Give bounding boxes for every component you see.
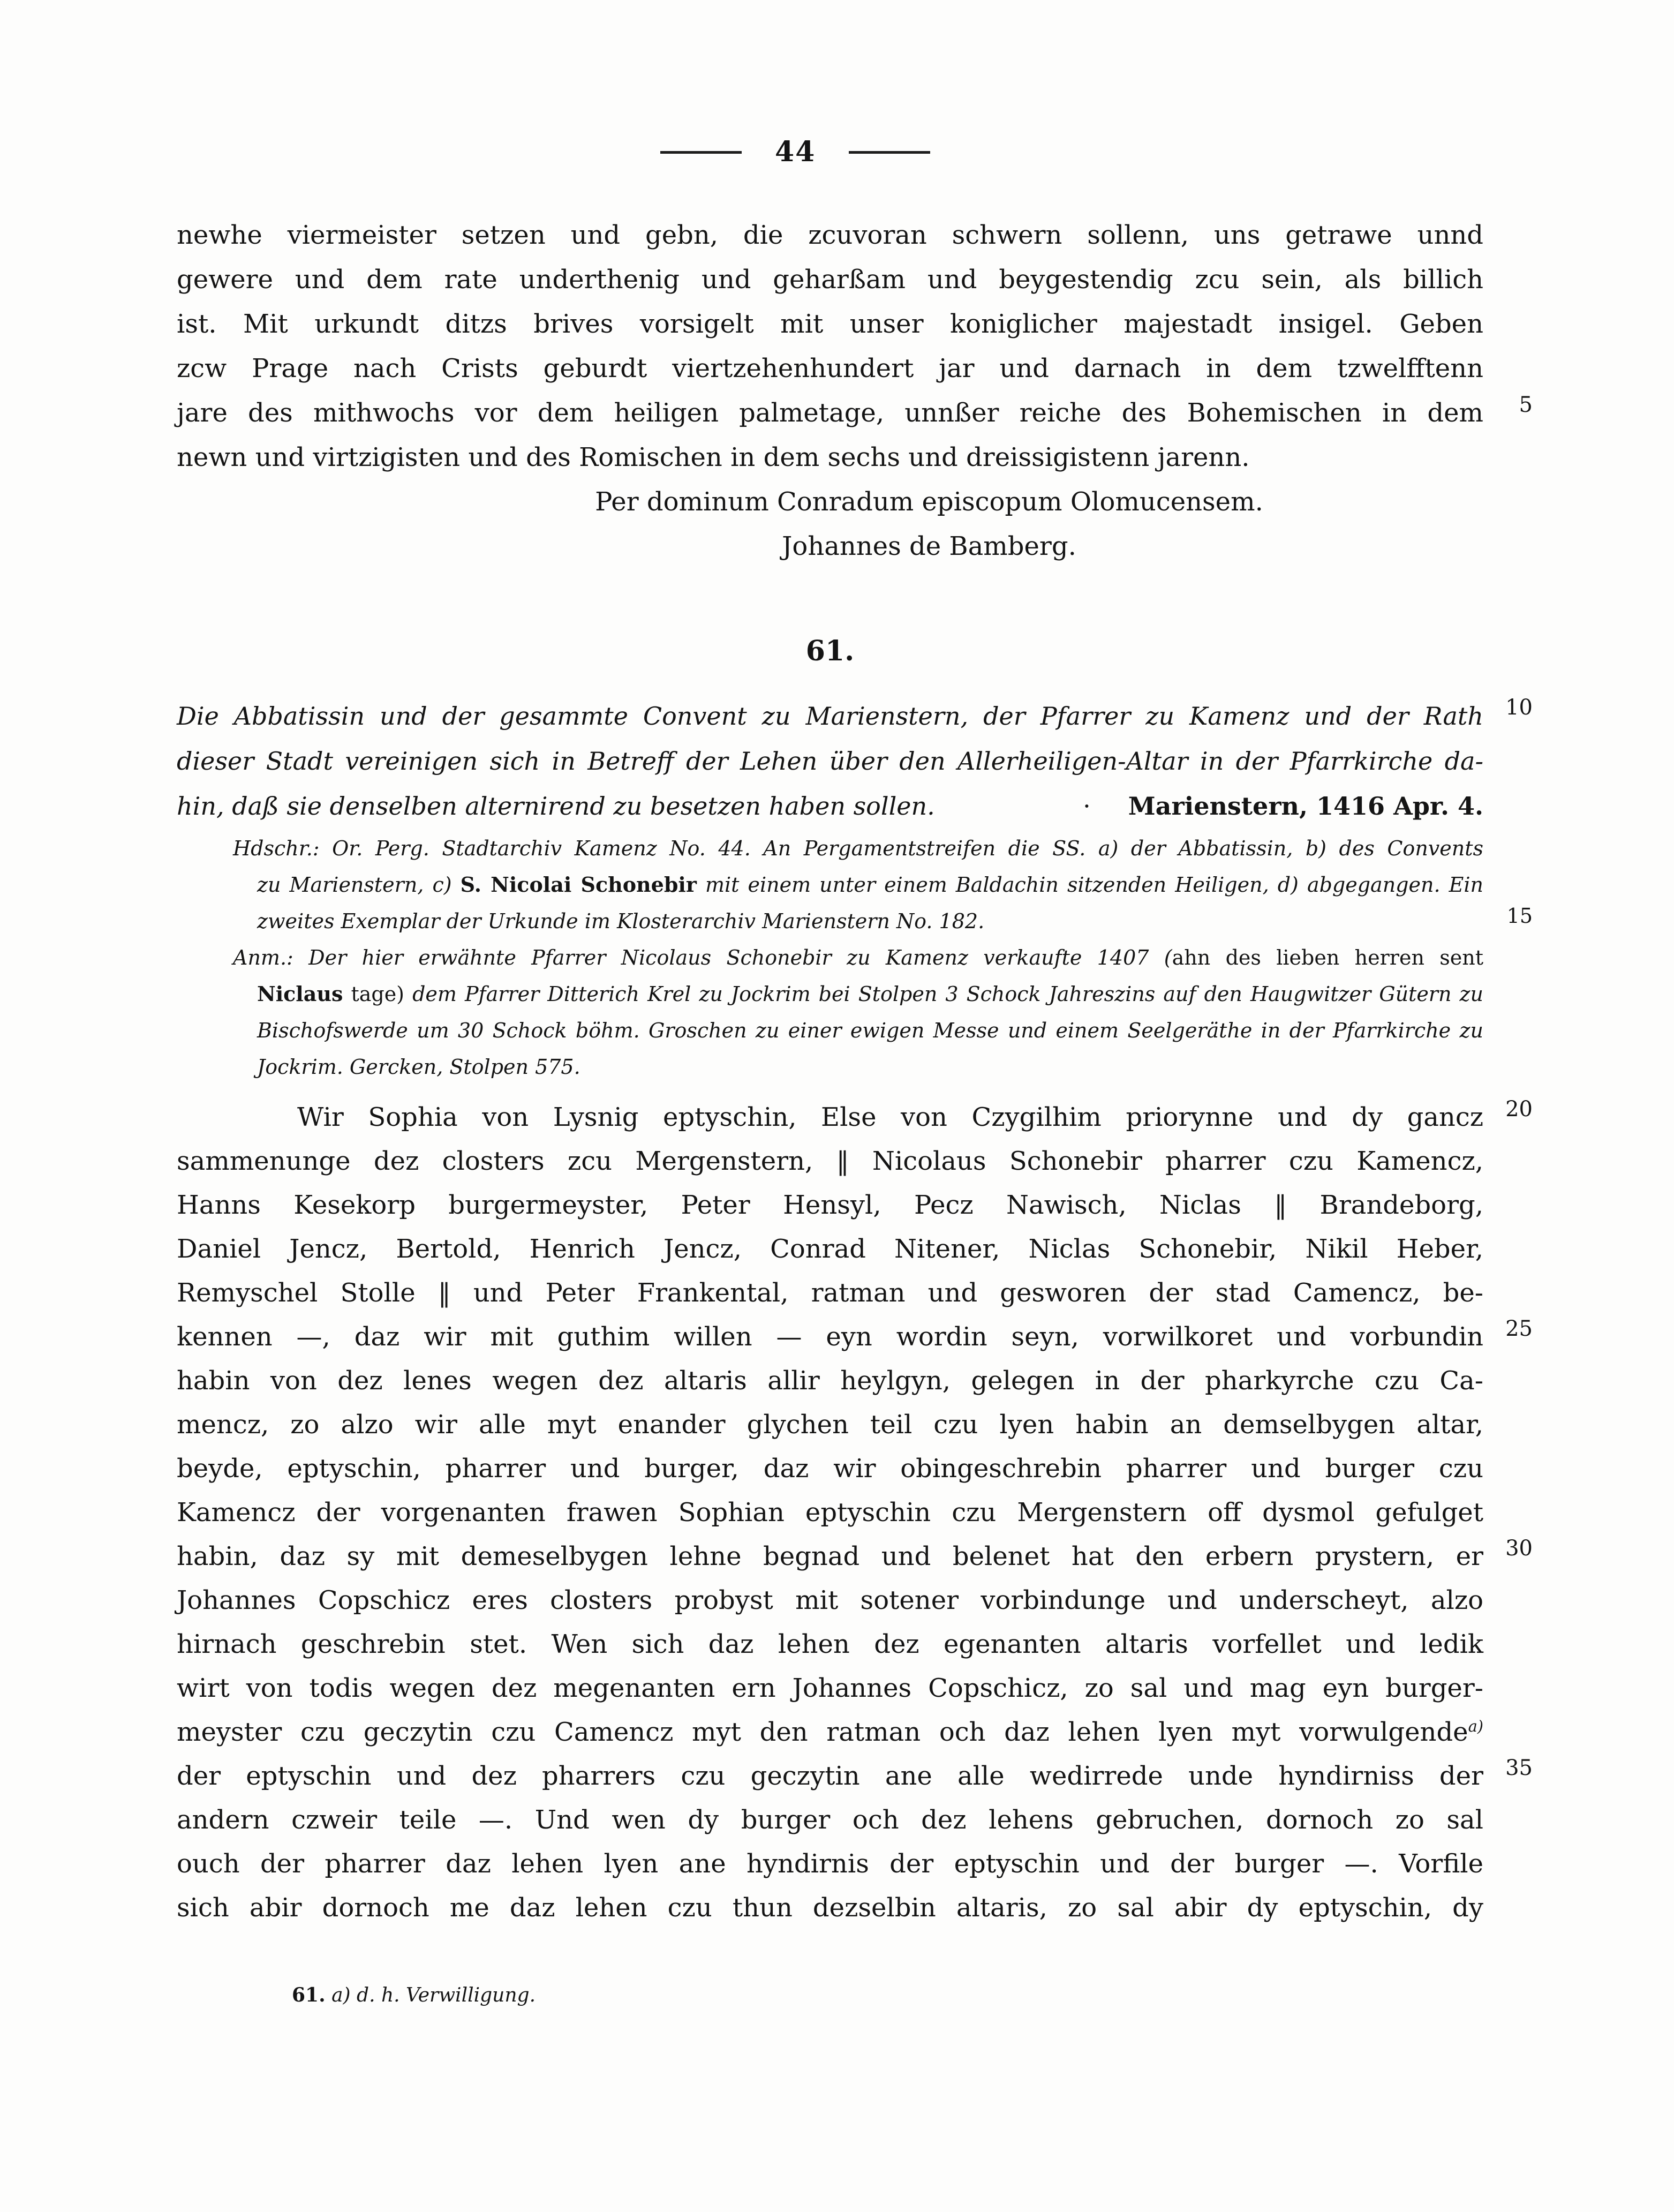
header-rule-right <box>849 151 930 154</box>
text-segment: Hanns Kesekorp burgermeyster, Peter Hensyl, Pecz Nawisch, Niclas ‖ Brandeborg, <box>177 1190 1483 1220</box>
date-place-label <box>1083 784 1483 829</box>
text-segment: zweites Exemplar der Urkunde im Klosterarchiv Marienstern No. 182. <box>257 909 985 933</box>
page-number: 44 <box>775 136 816 168</box>
text-segment: Die Abbatissin und der gesammte Convent zu Marienstern, der Pfarrer zu Kamenz und der Rath <box>177 702 1483 731</box>
charter-61-text <box>177 1095 1533 1930</box>
text-segment: beyde, eptyschin, pharrer und burger, daz wir obingeschrebin pharrer und burger czu <box>177 1454 1483 1484</box>
text-segment: mencz, zo alzo wir alle myt enander glychen teil czu lyen habin an demselbygen altar, <box>177 1410 1483 1440</box>
text-line <box>177 1359 1483 1403</box>
charter-60-continuation-paragraph <box>177 213 1533 480</box>
page-header <box>660 138 930 166</box>
text-line <box>177 1491 1483 1534</box>
text-segment: sammenunge dez closters zcu Mergenstern, ‖ Nicolaus Schonebir pharrer czu Kamencz, <box>177 1146 1483 1176</box>
text-segment: sich abir dornoch me daz lehen czu thun dezselbin altaris, zo sal abir dy eptyschin, dy <box>177 1893 1483 1923</box>
margin-line-number: 5 <box>1519 393 1533 417</box>
text-line <box>177 480 1483 524</box>
text-segment: habin, daz sy mit demeselbygen lehne begnad und belenet hat den erbern prystern, er <box>177 1541 1483 1571</box>
manuscript-source-note <box>177 830 1533 939</box>
text-line <box>177 1754 1533 1798</box>
text-segment: Anm.: Der hier erwähnte Pfarrer Nicolaus Schonebir zu Kamenz verkaufte 1407 ( <box>233 946 1172 969</box>
text-segment: newn und virtzigisten und des Romischen in dem sechs und dreissigistenn jarenn. <box>177 442 1250 472</box>
text-segment: meyster czu geczytin czu Camencz myt den ratman och daz lehen lyen myt vorwulgende <box>177 1717 1468 1747</box>
text-line <box>177 524 1483 569</box>
text-line <box>177 1578 1483 1622</box>
header-rule-left <box>660 151 742 154</box>
text-line <box>177 1227 1483 1271</box>
text-line <box>177 1183 1483 1227</box>
text-segment: dem Pfarrer Ditterich Krel zu Jockrim bei Stolpen 3 Schock Jahreszins auf den Haugwitzer Gütern zu <box>412 982 1483 1006</box>
text-segment: Hdschr.: Or. Perg. Stadtarchiv Kamenz No. 44. An Pergamentstreifen die SS. a) der Abbatissin, b) des Convents <box>233 837 1483 860</box>
margin-line-number: 15 <box>1506 904 1533 928</box>
text-line <box>177 1842 1483 1886</box>
text-segment: wirt von todis wegen dez megenanten ern Johannes Copschicz, zo sal und mag eyn burger- <box>177 1673 1483 1703</box>
text-segment: ahn des lieben herren sent <box>1172 946 1484 969</box>
margin-line-number: 20 <box>1505 1097 1533 1122</box>
text-line <box>177 1403 1483 1447</box>
text-line <box>177 903 1533 939</box>
text-segment: andern czweir teile —. Und wen dy burger och dez lehens gebruchen, dornoch zo sal <box>177 1805 1483 1835</box>
text-line <box>177 939 1483 976</box>
text-line <box>177 830 1483 867</box>
text-segment: hirnach geschrebin stet. Wen sich daz lehen dez egenanten altaris vorfellet und ledik <box>177 1629 1483 1659</box>
text-line <box>177 976 1483 1012</box>
text-segment: Bischofswerde um 30 Schock böhm. Groschen zu einer ewigen Messe und einem Seelgeräthe in der Pfarrkirche zu <box>257 1019 1483 1042</box>
text-segment: Remyschel Stolle ‖ und Peter Frankental, ratman und gesworen der stad Camencz, be- <box>177 1278 1483 1308</box>
text-segment: der eptyschin und dez pharrers czu geczytin ane alle wedirrede unde hyndirniss der <box>177 1761 1483 1791</box>
text-segment: Per dominum Conradum episcopum Olomucensem. <box>595 487 1263 517</box>
text-segment: gewere und dem rate underthenig und geharßam und beygestendig zcu sein, als billich <box>177 265 1483 295</box>
text-segment: hin, daß sie denselben alternirend zu besetzen haben sollen. <box>177 792 935 821</box>
text-line <box>177 347 1483 391</box>
text-line <box>177 1447 1483 1491</box>
text-segment: kennen —, daz wir mit guthim willen — eyn wordin seyn, vorwilkoret und vorbundin <box>177 1322 1483 1352</box>
text-segment: zu Marienstern, c) <box>257 873 461 897</box>
text-segment: newhe viermeister setzen und gebn, die zcuvoran schwern sollenn, uns getrawe unnd <box>177 220 1483 250</box>
text-line <box>177 302 1483 347</box>
text-segment: · <box>1083 792 1091 821</box>
text-segment: ouch der pharrer daz lehen lyen ane hyndirnis der eptyschin und der burger —. Vorfile <box>177 1849 1483 1879</box>
text-line <box>177 1139 1483 1183</box>
charter-61-heading <box>177 635 1483 667</box>
text-line <box>177 1012 1483 1049</box>
text-segment: Kamencz der vorgenanten frawen Sophian eptyschin czu Mergenstern off dysmol gefulget <box>177 1498 1483 1528</box>
text-line <box>177 739 1483 784</box>
text-line <box>177 1622 1483 1666</box>
text-line <box>177 1666 1483 1710</box>
text-segment: tage) <box>343 982 413 1006</box>
margin-line-number: 30 <box>1505 1536 1533 1561</box>
text-segment: Jockrim. Gercken, Stolpen 575. <box>257 1055 580 1079</box>
text-line <box>292 1982 1598 2009</box>
text-line <box>177 258 1483 302</box>
text-line <box>177 1798 1483 1842</box>
margin-line-number: 25 <box>1505 1316 1533 1341</box>
text-line <box>177 1886 1483 1930</box>
margin-line-number: 10 <box>1505 695 1533 720</box>
text-line <box>177 435 1483 480</box>
section-number-label: 61. <box>805 635 855 667</box>
text-segment: 61. <box>292 1984 326 2006</box>
text-line <box>177 867 1483 903</box>
text-segment: habin von dez lenes wegen dez altaris allir heylgyn, gelegen in der pharkyrche czu Ca- <box>177 1366 1483 1396</box>
text-segment: a) d. h. Verwilligung. <box>325 1984 536 2006</box>
text-line <box>177 213 1483 258</box>
text-segment: ist. Mit urkundt ditzs brives vorsigelt mit unser koniglicher majestadt insigel. Geben <box>177 309 1483 339</box>
text-segment: Johannes Copschicz eres closters probyst mit sotener vorbindunge und underscheyt, alzo <box>177 1585 1483 1615</box>
charter-61-regest <box>177 694 1533 829</box>
text-segment: jare des mithwochs vor dem heiligen palmetage, unnßer reiche des Bohemischen in dem <box>177 398 1483 428</box>
text-segment: Wir Sophia von Lysnig eptyschin, Else von Czygilhim priorynne und dy gancz <box>297 1102 1483 1132</box>
text-segment: zcw Prage nach Crists geburdt viertzehenhundert jar und darnach in dem tzwelfftenn <box>177 353 1483 383</box>
chancery-signature-lines <box>177 480 1483 569</box>
text-line <box>177 1049 1483 1085</box>
text-line <box>177 694 1533 739</box>
text-line <box>177 784 1483 829</box>
text-segment: mit einem unter einem Baldachin sitzenden Heiligen, d) abgegangen. Ein <box>696 873 1483 897</box>
text-segment: Johannes de Bamberg. <box>782 531 1076 561</box>
text-line <box>177 1271 1483 1315</box>
text-line <box>177 1710 1483 1754</box>
text-segment: dieser Stadt vereinigen sich in Betreff der Lehen über den Allerheiligen-Altar in der Pfarrkirche da- <box>177 747 1483 776</box>
text-line <box>177 1315 1533 1359</box>
text-line <box>177 391 1533 435</box>
text-segment: Niclaus <box>257 982 343 1006</box>
text-segment: S. Nicolai Schonebir <box>460 872 697 897</box>
text-line <box>177 1534 1533 1578</box>
text-segment: a) <box>1468 1717 1483 1735</box>
margin-line-number: 35 <box>1505 1756 1533 1780</box>
text-line <box>177 1095 1533 1139</box>
annotation-note <box>177 939 1483 1085</box>
text-segment: Marienstern, 1416 Apr. 4. <box>1128 792 1483 821</box>
footnote <box>177 1982 1598 2009</box>
text-segment: Daniel Jencz, Bertold, Henrich Jencz, Conrad Nitener, Niclas Schonebir, Nikil Heber, <box>177 1234 1483 1264</box>
